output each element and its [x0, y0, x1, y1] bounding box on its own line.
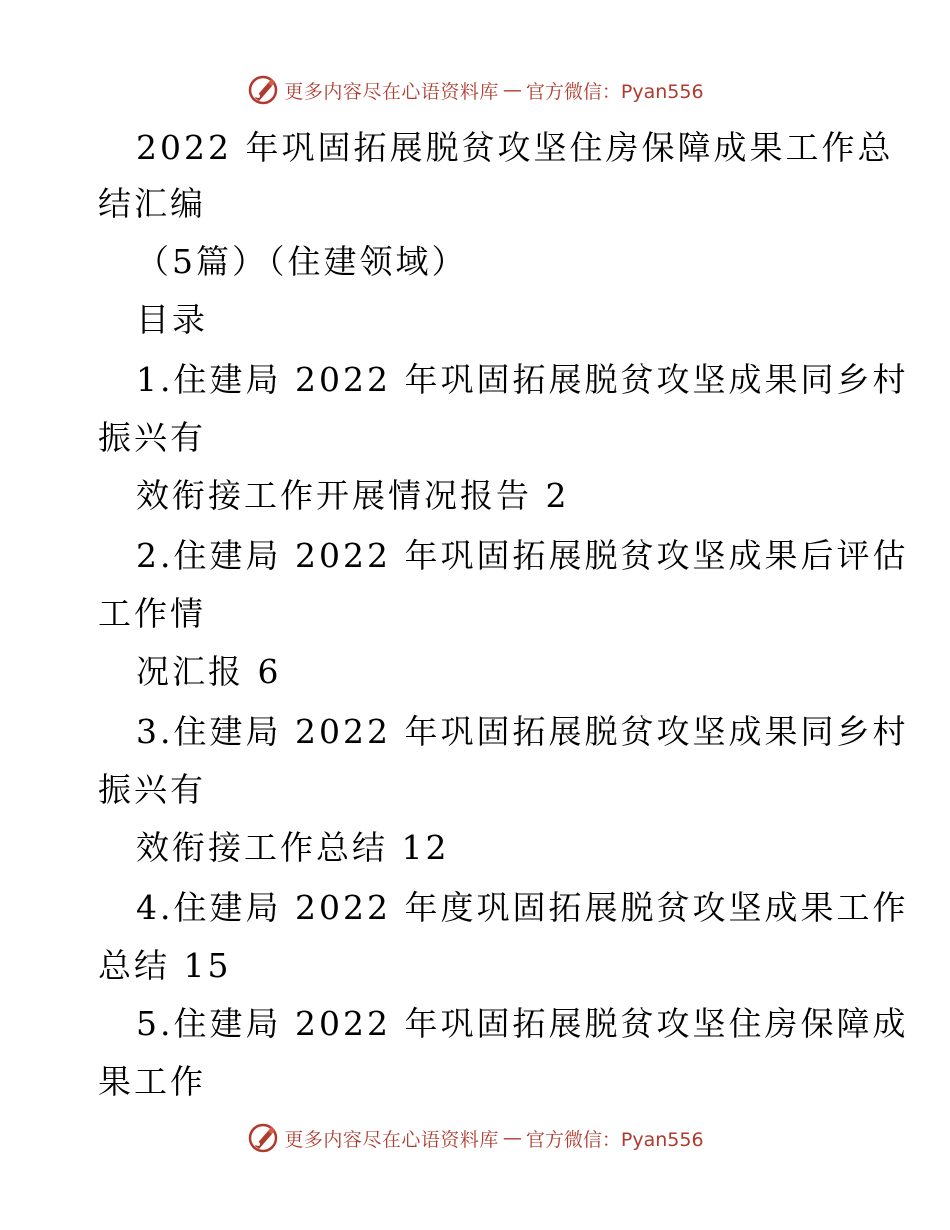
header-banner-text: 更多内容尽在心语资料库: [284, 80, 499, 103]
document-subtitle: （5篇）（住建领域）: [136, 242, 468, 281]
toc-item-2-line3: 况汇报 6: [136, 652, 282, 691]
toc-item-5-line2: 果工作: [98, 1062, 206, 1101]
footer-banner-text: 更多内容尽在心语资料库: [284, 1128, 499, 1151]
toc-item-1-line1: 1.住建局 2022 年巩固拓展脱贫攻坚成果同乡村: [136, 360, 909, 399]
toc-item-2-line1: 2.住建局 2022 年巩固拓展脱贫攻坚成果后评估: [136, 536, 909, 575]
pen-logo-icon: [246, 1121, 280, 1155]
toc-item-4-line1: 4.住建局 2022 年度巩固拓展脱贫攻坚成果工作: [136, 888, 909, 927]
toc-item-5-line1: 5.住建局 2022 年巩固拓展脱贫攻坚住房保障成: [136, 1004, 909, 1043]
header-banner-dash: —: [502, 79, 522, 101]
toc-item-2-line2: 工作情: [98, 594, 206, 633]
footer-banner-contact: 官方微信：Pyan556: [525, 1128, 704, 1151]
toc-item-3-line1: 3.住建局 2022 年巩固拓展脱贫攻坚成果同乡村: [136, 712, 909, 751]
toc-item-1-line3: 效衔接工作开展情况报告 2: [136, 476, 570, 515]
toc-heading: 目录: [136, 300, 208, 339]
document-title-line1: 2022 年巩固拓展脱贫攻坚住房保障成果工作总: [136, 128, 894, 167]
document-title-line2: 结汇编: [98, 184, 206, 223]
header-banner-contact: 官方微信：Pyan556: [525, 80, 704, 103]
toc-item-3-line2: 振兴有: [98, 770, 206, 809]
footer-banner: [0, 1118, 950, 1158]
toc-item-4-line2: 总结 15: [98, 946, 232, 985]
header-banner: [0, 70, 950, 110]
toc-item-1-line2: 振兴有: [98, 418, 206, 457]
toc-item-3-line3: 效衔接工作总结 12: [136, 828, 450, 867]
pen-logo-icon: [246, 73, 280, 107]
footer-banner-dash: —: [502, 1127, 522, 1149]
